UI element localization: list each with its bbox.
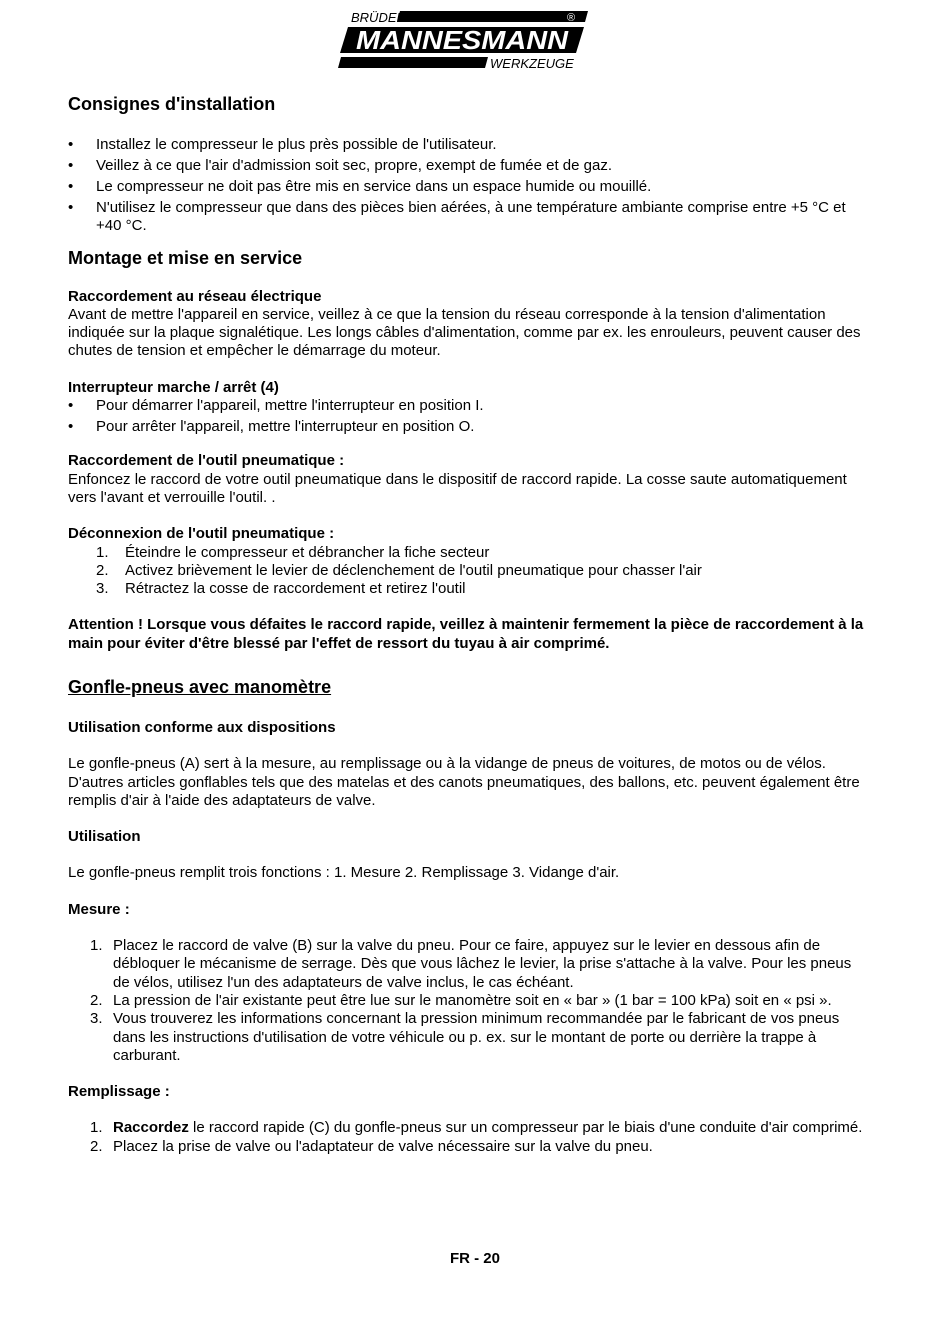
outil-subheading: Raccordement de l'outil pneumatique : [68, 452, 345, 470]
step-text: Éteindre le compresseur et débrancher la fiche secteur [125, 543, 490, 561]
step-number: 1. [96, 543, 109, 561]
logo-bottom-text: WERKZEUGE [490, 56, 574, 70]
step-text: Activez brièvement le levier de déclenchement de l'outil pneumatique pour chasser l'air [125, 561, 702, 579]
list-item: • Pour arrêter l'appareil, mettre l'interrupteur en position O. [68, 418, 868, 436]
list-item [68, 562, 868, 580]
gonfle-heading: Gonfle-pneus avec manomètre [68, 676, 332, 697]
logo-brand: MANNESMANN [356, 25, 570, 55]
remplissage-subheading: Remplissage : [68, 1083, 170, 1101]
list-item [68, 1119, 868, 1137]
list-item: • Veillez à ce que l'air d'admission soit sec, propre, exempt de fumée et de gaz. [68, 157, 868, 175]
step-text: Placez la prise de valve ou l'adaptateur de valve nécessaire sur la valve du pneu. [113, 1137, 653, 1155]
utilisation-text: Le gonfle-pneus remplit trois fonctions : 1. Mesure 2. Remplissage 3. Vidange d'air. [68, 864, 620, 882]
step-text: Placez le raccord de valve (B) sur la valve du pneu. Pour ce faire, appuyez sur le levier en dessous afin de débloquer le mécanisme de serrage. Dès que vous lâchez le levier, la prise s'attache à la valve. Pour les pneus de vélos, utilisez l'un des adaptateurs de valve inclus, le cas échéant. [113, 937, 852, 991]
montage-heading: Montage et mise en service [68, 247, 303, 268]
list-item [68, 937, 868, 992]
list-item [68, 1138, 868, 1156]
interrupteur-subheading: Interrupteur marche / arrêt (4) [68, 378, 279, 396]
list-item: • N'utilisez le compresseur que dans des pièces bien aérées, à une température ambiante comprise entre +5 °C et +40 °C. [68, 199, 868, 236]
document-body [68, 92, 868, 1156]
step-text: Vous trouverez les informations concernant la pression minimum recommandée par le fabricant de vos pneus dans les instructions d'utilisation de votre véhicule ou p. ex. sur le montant de porte ou derrière la trappe à carburant. [113, 1010, 840, 1064]
utilisation-conforme-text: Le gonfle-pneus (A) sert à la mesure, au remplissage ou à la vidange de pneus de voitures, de motos ou de vélos. D'autres articles gonflables tels que des matelas et des canots pneumatiques, des ballons, etc. peuvent également être remplis d'air à l'aide des adaptateurs de valve. [68, 755, 860, 809]
outil-text: Enfoncez le raccord de votre outil pneumatique dans le dispositif de raccord rapide. La cosse saute automatiquement vers l'avant et verrouille l'outil. . [68, 470, 847, 506]
list-item: • Pour démarrer l'appareil, mettre l'interrupteur en position I. [68, 397, 868, 415]
step-number: 3. [90, 1010, 103, 1028]
step-number: 3. [96, 580, 109, 598]
list-item: • Le compresseur ne doit pas être mis en service dans un espace humide ou mouillé. [68, 178, 868, 196]
list-item [68, 992, 868, 1010]
step-number: 2. [96, 561, 109, 579]
step-number: 2. [90, 1137, 103, 1155]
logo-registered: ® [567, 12, 576, 24]
mesure-steps [68, 937, 868, 1065]
step-text: le raccord rapide (C) du gonfle-pneus sur un compresseur par le biais d'une conduite d'air comprimé. [188, 1119, 863, 1137]
deconnexion-subheading: Déconnexion de l'outil pneumatique : [68, 525, 335, 543]
page-number: FR - 20 [449, 1250, 500, 1267]
installation-list [68, 136, 868, 236]
remplissage-steps [68, 1119, 868, 1156]
step-number: 2. [90, 991, 103, 1009]
step-text: Rétractez la cosse de raccordement et retirez l'outil [125, 580, 466, 598]
list-item [68, 1010, 868, 1065]
utilisation-conforme-subheading: Utilisation conforme aux dispositions [68, 718, 336, 736]
raccordement-text: Avant de mettre l'appareil en service, veillez à ce que la tension du réseau corresponde à la tension d'alimentation indiquée sur la plaque signalétique. Les longs câbles d'alimentation, comme par ex. les enrouleurs, peuvent causer des chutes de tension et empêcher le démarrage du moteur. [68, 305, 861, 360]
mesure-subheading: Mesure : [68, 900, 130, 918]
step-number: 1. [90, 937, 103, 955]
deconnexion-steps [68, 544, 868, 599]
logo-top-text: BRÜDER [351, 10, 406, 25]
raccordement-subheading: Raccordement au réseau électrique [68, 287, 322, 305]
interrupteur-list [68, 397, 868, 436]
step-number: 1. [90, 1119, 103, 1137]
step-text: La pression de l'air existante peut être lue sur le manomètre soit en « bar » (1 bar = 100 kPa) soit en « psi ». [113, 991, 832, 1009]
installation-heading: Consignes d'installation [68, 94, 276, 114]
list-item [68, 544, 868, 562]
list-item: • Installez le compresseur le plus près possible de l'utilisateur. [68, 136, 868, 154]
list-item [68, 580, 868, 598]
attention-warning: Attention ! Lorsque vous défaites le raccord rapide, veillez à maintenir fermement la pièce de raccordement à la main pour éviter d'être blessé par l'effet de ressort du tuyau à air comprimé. [68, 616, 864, 652]
step-bold-text: Raccordez [113, 1119, 189, 1137]
utilisation-subheading: Utilisation [68, 828, 141, 846]
brand-logo [338, 8, 590, 70]
